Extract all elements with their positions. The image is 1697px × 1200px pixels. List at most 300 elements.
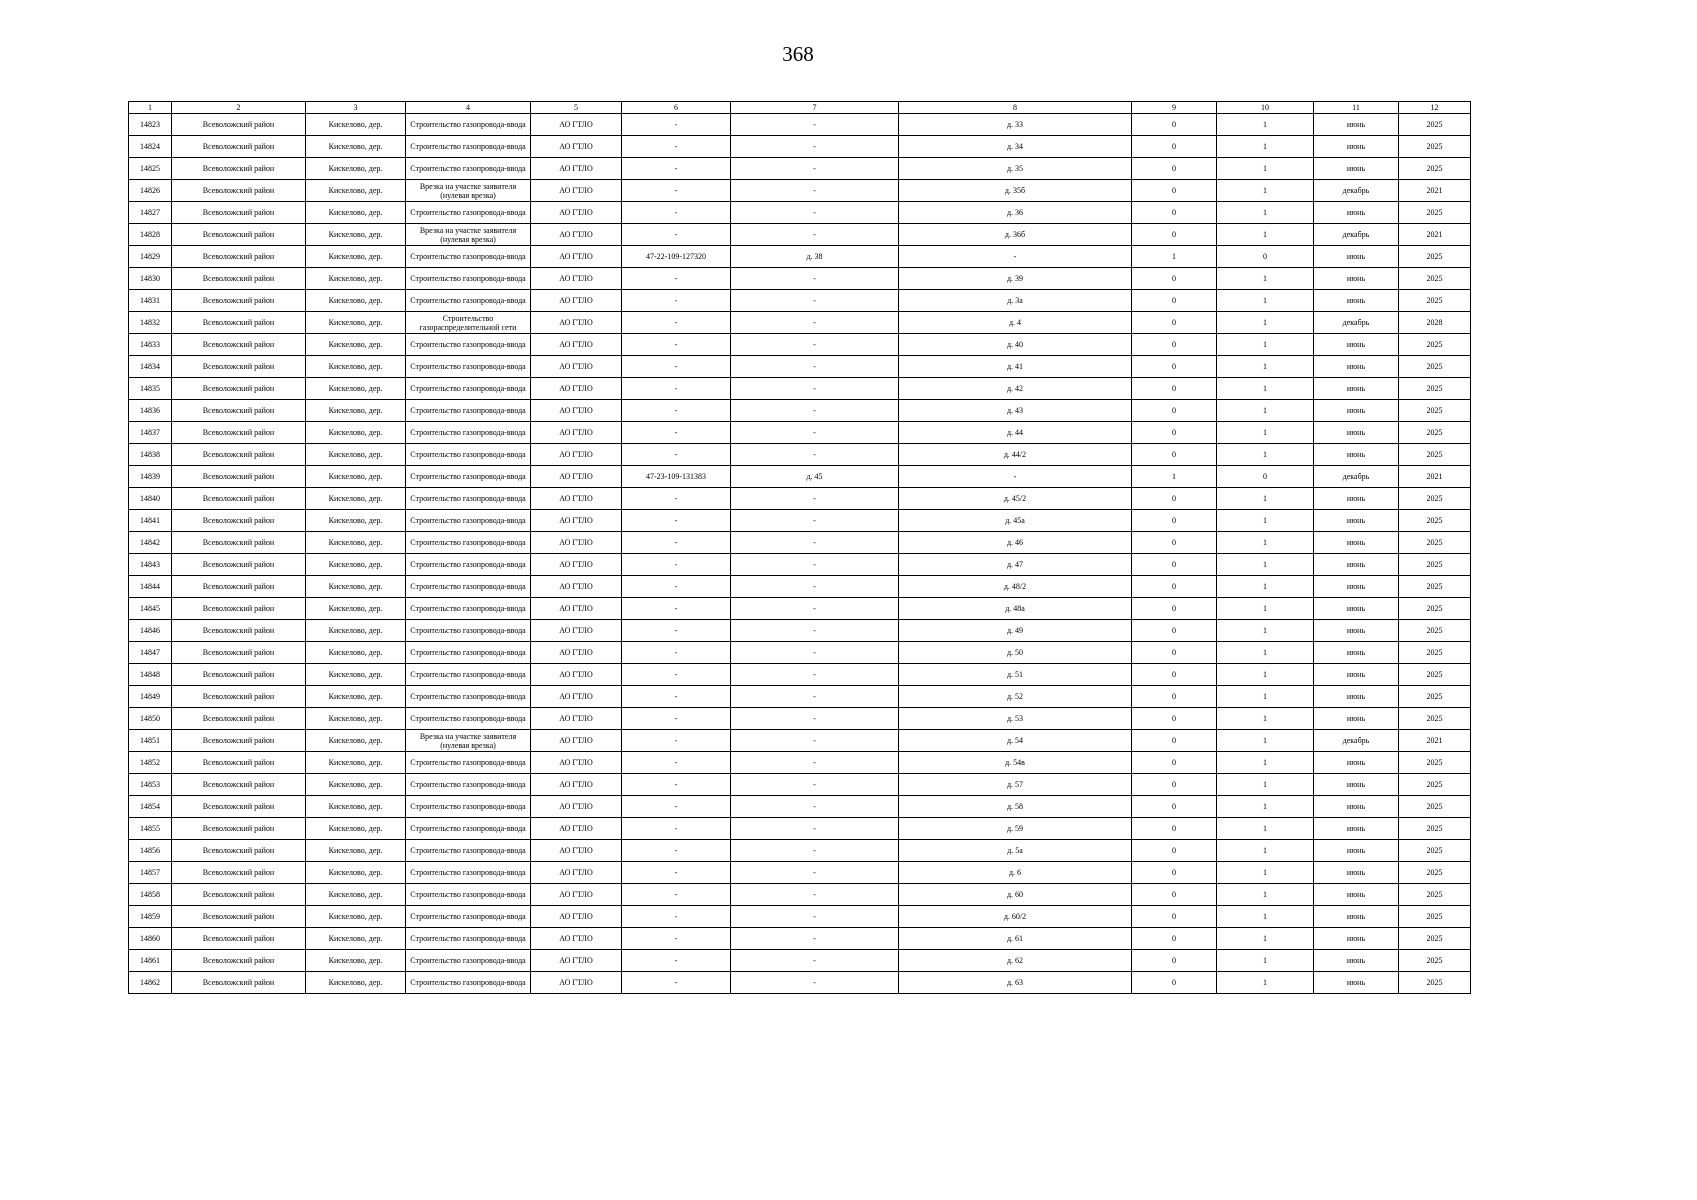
cell-settlement: Кискелово, дер. [306, 290, 406, 312]
cell-address-planned: д. 48/2 [899, 576, 1132, 598]
cell-month: декабрь [1314, 466, 1399, 488]
cell-district: Всеволожский район [172, 686, 306, 708]
cell-settlement: Кискелово, дер. [306, 884, 406, 906]
cell-month: июнь [1314, 642, 1399, 664]
table-row [129, 114, 1471, 136]
cell-month: июнь [1314, 356, 1399, 378]
cell-cadastral-number: - [622, 686, 731, 708]
cell-address-existing: д. 38 [731, 246, 899, 268]
cell-address-planned: д. 4 [899, 312, 1132, 334]
cell-count-planned: 1 [1217, 422, 1314, 444]
cell-year: 2025 [1399, 840, 1471, 862]
cell-settlement: Кискелово, дер. [306, 928, 406, 950]
cell-row-number: 14853 [129, 774, 172, 796]
cell-count-planned: 1 [1217, 796, 1314, 818]
cell-count-existing: 0 [1132, 708, 1217, 730]
cell-work-type: Строительство газопровода-ввода [406, 334, 531, 356]
cell-district: Всеволожский район [172, 356, 306, 378]
cell-address-planned: д. 36 [899, 202, 1132, 224]
cell-row-number: 14857 [129, 862, 172, 884]
cell-cadastral-number: - [622, 620, 731, 642]
cell-count-existing: 0 [1132, 972, 1217, 994]
cell-district: Всеволожский район [172, 444, 306, 466]
cell-address-existing: - [731, 620, 899, 642]
cell-address-existing: - [731, 928, 899, 950]
cell-address-existing: - [731, 114, 899, 136]
cell-address-existing: - [731, 576, 899, 598]
cell-year: 2025 [1399, 158, 1471, 180]
cell-month: декабрь [1314, 312, 1399, 334]
table-row [129, 268, 1471, 290]
cell-count-existing: 0 [1132, 444, 1217, 466]
cell-year: 2021 [1399, 224, 1471, 246]
cell-address-planned: д. 39 [899, 268, 1132, 290]
cell-district: Всеволожский район [172, 796, 306, 818]
cell-year: 2025 [1399, 246, 1471, 268]
cell-work-type: Врезка на участке заявителя (нулевая врезка) [406, 730, 531, 752]
cell-month: декабрь [1314, 224, 1399, 246]
cell-work-type: Строительство газопровода-ввода [406, 796, 531, 818]
cell-district: Всеволожский район [172, 510, 306, 532]
cell-count-planned: 1 [1217, 642, 1314, 664]
cell-count-planned: 1 [1217, 268, 1314, 290]
cell-cadastral-number: - [622, 774, 731, 796]
cell-address-planned: д. 60 [899, 884, 1132, 906]
cell-count-existing: 0 [1132, 774, 1217, 796]
cell-organization: АО ГТЛО [531, 554, 622, 576]
cell-address-planned: д. 54в [899, 752, 1132, 774]
cell-district: Всеволожский район [172, 620, 306, 642]
cell-year: 2025 [1399, 664, 1471, 686]
cell-settlement: Кискелово, дер. [306, 950, 406, 972]
cell-count-existing: 0 [1132, 532, 1217, 554]
cell-address-planned: д. 47 [899, 554, 1132, 576]
table-row [129, 796, 1471, 818]
cell-settlement: Кискелово, дер. [306, 114, 406, 136]
cell-row-number: 14839 [129, 466, 172, 488]
cell-district: Всеволожский район [172, 708, 306, 730]
cell-work-type: Строительство газораспределительной сети [406, 312, 531, 334]
cell-cadastral-number: - [622, 268, 731, 290]
table-row [129, 884, 1471, 906]
cell-work-type: Строительство газопровода-ввода [406, 576, 531, 598]
cell-count-existing: 0 [1132, 378, 1217, 400]
cell-count-existing: 0 [1132, 576, 1217, 598]
cell-month: июнь [1314, 928, 1399, 950]
cell-organization: АО ГТЛО [531, 642, 622, 664]
cell-settlement: Кискелово, дер. [306, 532, 406, 554]
cell-organization: АО ГТЛО [531, 180, 622, 202]
cell-work-type: Строительство газопровода-ввода [406, 378, 531, 400]
cell-work-type: Строительство газопровода-ввода [406, 862, 531, 884]
cell-organization: АО ГТЛО [531, 400, 622, 422]
cell-address-planned: - [899, 466, 1132, 488]
cell-address-existing: - [731, 334, 899, 356]
cell-count-planned: 1 [1217, 312, 1314, 334]
cell-cadastral-number: - [622, 136, 731, 158]
table-row [129, 576, 1471, 598]
cell-address-existing: - [731, 136, 899, 158]
cell-year: 2025 [1399, 686, 1471, 708]
cell-settlement: Кискелово, дер. [306, 862, 406, 884]
cell-count-planned: 1 [1217, 884, 1314, 906]
cell-address-existing: - [731, 950, 899, 972]
cell-settlement: Кискелово, дер. [306, 378, 406, 400]
cell-address-existing: - [731, 752, 899, 774]
cell-district: Всеволожский район [172, 422, 306, 444]
cell-organization: АО ГТЛО [531, 136, 622, 158]
cell-row-number: 14856 [129, 840, 172, 862]
cell-settlement: Кискелово, дер. [306, 466, 406, 488]
cell-address-existing: - [731, 532, 899, 554]
cell-settlement: Кискелово, дер. [306, 158, 406, 180]
cell-address-planned: д. 53 [899, 708, 1132, 730]
cell-count-existing: 0 [1132, 180, 1217, 202]
cell-month: июнь [1314, 708, 1399, 730]
cell-work-type: Строительство газопровода-ввода [406, 752, 531, 774]
cell-year: 2025 [1399, 268, 1471, 290]
cell-district: Всеволожский район [172, 202, 306, 224]
cell-month: декабрь [1314, 730, 1399, 752]
table-row [129, 906, 1471, 928]
cell-cadastral-number: - [622, 224, 731, 246]
cell-month: июнь [1314, 400, 1399, 422]
column-header-10: 10 [1217, 102, 1314, 114]
cell-organization: АО ГТЛО [531, 598, 622, 620]
cell-work-type: Строительство газопровода-ввода [406, 532, 531, 554]
cell-address-existing: - [731, 686, 899, 708]
cell-row-number: 14855 [129, 818, 172, 840]
cell-cadastral-number: - [622, 752, 731, 774]
cell-address-planned: д. 62 [899, 950, 1132, 972]
cell-address-planned: д. 3а [899, 290, 1132, 312]
cell-work-type: Строительство газопровода-ввода [406, 510, 531, 532]
cell-cadastral-number: - [622, 312, 731, 334]
cell-address-existing: - [731, 422, 899, 444]
cell-district: Всеволожский район [172, 862, 306, 884]
cell-address-existing: - [731, 488, 899, 510]
cell-settlement: Кискелово, дер. [306, 356, 406, 378]
cell-row-number: 14843 [129, 554, 172, 576]
cell-work-type: Строительство газопровода-ввода [406, 598, 531, 620]
cell-settlement: Кискелово, дер. [306, 576, 406, 598]
cell-row-number: 14837 [129, 422, 172, 444]
cell-row-number: 14849 [129, 686, 172, 708]
cell-year: 2025 [1399, 334, 1471, 356]
cell-cadastral-number: - [622, 642, 731, 664]
cell-row-number: 14847 [129, 642, 172, 664]
cell-count-planned: 1 [1217, 950, 1314, 972]
cell-count-planned: 1 [1217, 686, 1314, 708]
cell-month: июнь [1314, 752, 1399, 774]
cell-cadastral-number: - [622, 818, 731, 840]
cell-settlement: Кискелово, дер. [306, 246, 406, 268]
cell-address-planned: д. 61 [899, 928, 1132, 950]
cell-year: 2025 [1399, 136, 1471, 158]
cell-count-existing: 0 [1132, 268, 1217, 290]
cell-count-planned: 1 [1217, 136, 1314, 158]
cell-address-existing: - [731, 796, 899, 818]
cell-settlement: Кискелово, дер. [306, 312, 406, 334]
cell-work-type: Строительство газопровода-ввода [406, 642, 531, 664]
cell-work-type: Строительство газопровода-ввода [406, 202, 531, 224]
cell-count-planned: 1 [1217, 532, 1314, 554]
cell-month: июнь [1314, 510, 1399, 532]
cell-address-planned: д. 60/2 [899, 906, 1132, 928]
cell-count-planned: 1 [1217, 840, 1314, 862]
cell-cadastral-number: 47-22-109-127320 [622, 246, 731, 268]
cell-organization: АО ГТЛО [531, 246, 622, 268]
cell-year: 2025 [1399, 818, 1471, 840]
cell-address-existing: - [731, 356, 899, 378]
cell-district: Всеволожский район [172, 334, 306, 356]
cell-row-number: 14824 [129, 136, 172, 158]
cell-work-type: Строительство газопровода-ввода [406, 246, 531, 268]
table-row [129, 202, 1471, 224]
cell-year: 2025 [1399, 532, 1471, 554]
cell-organization: АО ГТЛО [531, 466, 622, 488]
cell-count-existing: 0 [1132, 752, 1217, 774]
cell-address-planned: д. 41 [899, 356, 1132, 378]
cell-year: 2025 [1399, 950, 1471, 972]
cell-organization: АО ГТЛО [531, 268, 622, 290]
cell-address-planned: д. 34 [899, 136, 1132, 158]
table-row [129, 554, 1471, 576]
table-row [129, 664, 1471, 686]
cell-month: июнь [1314, 554, 1399, 576]
cell-row-number: 14835 [129, 378, 172, 400]
cell-settlement: Кискелово, дер. [306, 730, 406, 752]
cell-row-number: 14854 [129, 796, 172, 818]
cell-cadastral-number: - [622, 796, 731, 818]
cell-work-type: Строительство газопровода-ввода [406, 906, 531, 928]
cell-row-number: 14830 [129, 268, 172, 290]
cell-address-planned: д. 35б [899, 180, 1132, 202]
cell-count-existing: 0 [1132, 114, 1217, 136]
cell-year: 2025 [1399, 928, 1471, 950]
cell-month: июнь [1314, 862, 1399, 884]
cell-year: 2025 [1399, 488, 1471, 510]
cell-count-existing: 0 [1132, 664, 1217, 686]
cell-count-planned: 1 [1217, 158, 1314, 180]
cell-cadastral-number: - [622, 840, 731, 862]
table-row [129, 466, 1471, 488]
cell-count-planned: 1 [1217, 510, 1314, 532]
cell-district: Всеволожский район [172, 114, 306, 136]
cell-row-number: 14852 [129, 752, 172, 774]
cell-month: июнь [1314, 334, 1399, 356]
cell-count-planned: 1 [1217, 180, 1314, 202]
cell-month: июнь [1314, 664, 1399, 686]
column-header-5: 5 [531, 102, 622, 114]
cell-row-number: 14845 [129, 598, 172, 620]
cell-work-type: Строительство газопровода-ввода [406, 488, 531, 510]
cell-work-type: Строительство газопровода-ввода [406, 158, 531, 180]
cell-count-planned: 1 [1217, 356, 1314, 378]
cell-address-existing: - [731, 158, 899, 180]
cell-year: 2021 [1399, 180, 1471, 202]
table-row [129, 378, 1471, 400]
cell-district: Всеволожский район [172, 466, 306, 488]
cell-year: 2025 [1399, 884, 1471, 906]
table-row [129, 136, 1471, 158]
cell-organization: АО ГТЛО [531, 752, 622, 774]
cell-cadastral-number: - [622, 378, 731, 400]
cell-year: 2025 [1399, 708, 1471, 730]
cell-district: Всеволожский район [172, 972, 306, 994]
cell-address-existing: - [731, 906, 899, 928]
cell-year: 2025 [1399, 598, 1471, 620]
cell-month: июнь [1314, 972, 1399, 994]
cell-count-existing: 0 [1132, 136, 1217, 158]
cell-year: 2021 [1399, 466, 1471, 488]
cell-organization: АО ГТЛО [531, 378, 622, 400]
cell-district: Всеволожский район [172, 906, 306, 928]
cell-organization: АО ГТЛО [531, 114, 622, 136]
cell-cadastral-number: - [622, 730, 731, 752]
cell-organization: АО ГТЛО [531, 532, 622, 554]
cell-settlement: Кискелово, дер. [306, 818, 406, 840]
table-row [129, 752, 1471, 774]
table-row [129, 598, 1471, 620]
column-header-9: 9 [1132, 102, 1217, 114]
cell-month: июнь [1314, 290, 1399, 312]
cell-year: 2025 [1399, 356, 1471, 378]
cell-count-planned: 1 [1217, 576, 1314, 598]
table-row [129, 928, 1471, 950]
cell-organization: АО ГТЛО [531, 224, 622, 246]
cell-count-existing: 0 [1132, 686, 1217, 708]
cell-cadastral-number: - [622, 664, 731, 686]
cell-district: Всеволожский район [172, 884, 306, 906]
cell-count-planned: 1 [1217, 598, 1314, 620]
cell-district: Всеволожский район [172, 598, 306, 620]
cell-row-number: 14862 [129, 972, 172, 994]
cell-cadastral-number: - [622, 532, 731, 554]
cell-month: июнь [1314, 158, 1399, 180]
cell-settlement: Кискелово, дер. [306, 554, 406, 576]
table-row [129, 356, 1471, 378]
cell-count-planned: 0 [1217, 246, 1314, 268]
cell-work-type: Врезка на участке заявителя (нулевая врезка) [406, 224, 531, 246]
table-row [129, 730, 1471, 752]
cell-year: 2025 [1399, 378, 1471, 400]
cell-row-number: 14826 [129, 180, 172, 202]
cell-month: июнь [1314, 488, 1399, 510]
cell-organization: АО ГТЛО [531, 158, 622, 180]
cell-settlement: Кискелово, дер. [306, 598, 406, 620]
cell-organization: АО ГТЛО [531, 510, 622, 532]
cell-address-planned: д. 48а [899, 598, 1132, 620]
page-number: 368 [782, 42, 814, 66]
cell-district: Всеволожский район [172, 312, 306, 334]
cell-district: Всеволожский район [172, 268, 306, 290]
cell-settlement: Кискелово, дер. [306, 620, 406, 642]
table-row [129, 774, 1471, 796]
cell-settlement: Кискелово, дер. [306, 268, 406, 290]
cell-count-planned: 1 [1217, 862, 1314, 884]
cell-work-type: Строительство газопровода-ввода [406, 708, 531, 730]
cell-organization: АО ГТЛО [531, 686, 622, 708]
table-row [129, 532, 1471, 554]
cell-count-existing: 0 [1132, 312, 1217, 334]
cell-district: Всеволожский район [172, 840, 306, 862]
cell-cadastral-number: - [622, 862, 731, 884]
cell-settlement: Кискелово, дер. [306, 202, 406, 224]
cell-district: Всеволожский район [172, 752, 306, 774]
cell-count-existing: 0 [1132, 818, 1217, 840]
cell-year: 2025 [1399, 774, 1471, 796]
cell-count-planned: 1 [1217, 620, 1314, 642]
cell-row-number: 14838 [129, 444, 172, 466]
cell-district: Всеволожский район [172, 246, 306, 268]
cell-address-planned: д. 51 [899, 664, 1132, 686]
cell-month: июнь [1314, 202, 1399, 224]
cell-address-planned: д. 44/2 [899, 444, 1132, 466]
cell-count-existing: 0 [1132, 796, 1217, 818]
cell-organization: АО ГТЛО [531, 334, 622, 356]
cell-year: 2025 [1399, 620, 1471, 642]
cell-settlement: Кискелово, дер. [306, 180, 406, 202]
cell-work-type: Строительство газопровода-ввода [406, 884, 531, 906]
cell-address-planned: д. 63 [899, 972, 1132, 994]
cell-organization: АО ГТЛО [531, 928, 622, 950]
cell-cadastral-number: - [622, 928, 731, 950]
cell-cadastral-number: - [622, 906, 731, 928]
cell-settlement: Кискелово, дер. [306, 642, 406, 664]
cell-month: июнь [1314, 774, 1399, 796]
column-header-2: 2 [172, 102, 306, 114]
cell-row-number: 14834 [129, 356, 172, 378]
cell-work-type: Строительство газопровода-ввода [406, 290, 531, 312]
table-row [129, 862, 1471, 884]
cell-count-existing: 0 [1132, 730, 1217, 752]
cell-organization: АО ГТЛО [531, 730, 622, 752]
cell-district: Всеволожский район [172, 136, 306, 158]
cell-address-planned: д. 33 [899, 114, 1132, 136]
cell-cadastral-number: - [622, 488, 731, 510]
table-row [129, 818, 1471, 840]
cell-settlement: Кискелово, дер. [306, 334, 406, 356]
cell-district: Всеволожский район [172, 488, 306, 510]
cell-row-number: 14842 [129, 532, 172, 554]
cell-work-type: Строительство газопровода-ввода [406, 268, 531, 290]
cell-count-existing: 0 [1132, 884, 1217, 906]
cell-address-planned: д. 57 [899, 774, 1132, 796]
cell-month: июнь [1314, 840, 1399, 862]
cell-count-existing: 0 [1132, 356, 1217, 378]
cell-address-planned: - [899, 246, 1132, 268]
cell-row-number: 14859 [129, 906, 172, 928]
cell-district: Всеволожский район [172, 532, 306, 554]
cell-work-type: Строительство газопровода-ввода [406, 774, 531, 796]
column-header-6: 6 [622, 102, 731, 114]
cell-district: Всеволожский район [172, 224, 306, 246]
cell-work-type: Строительство газопровода-ввода [406, 554, 531, 576]
cell-organization: АО ГТЛО [531, 290, 622, 312]
cell-month: июнь [1314, 114, 1399, 136]
cell-organization: АО ГТЛО [531, 356, 622, 378]
cell-year: 2025 [1399, 642, 1471, 664]
cell-settlement: Кискелово, дер. [306, 840, 406, 862]
cell-address-planned: д. 59 [899, 818, 1132, 840]
cell-district: Всеволожский район [172, 774, 306, 796]
cell-organization: АО ГТЛО [531, 444, 622, 466]
column-header-12: 12 [1399, 102, 1471, 114]
cell-address-planned: д. 49 [899, 620, 1132, 642]
cell-row-number: 14860 [129, 928, 172, 950]
column-header-7: 7 [731, 102, 899, 114]
